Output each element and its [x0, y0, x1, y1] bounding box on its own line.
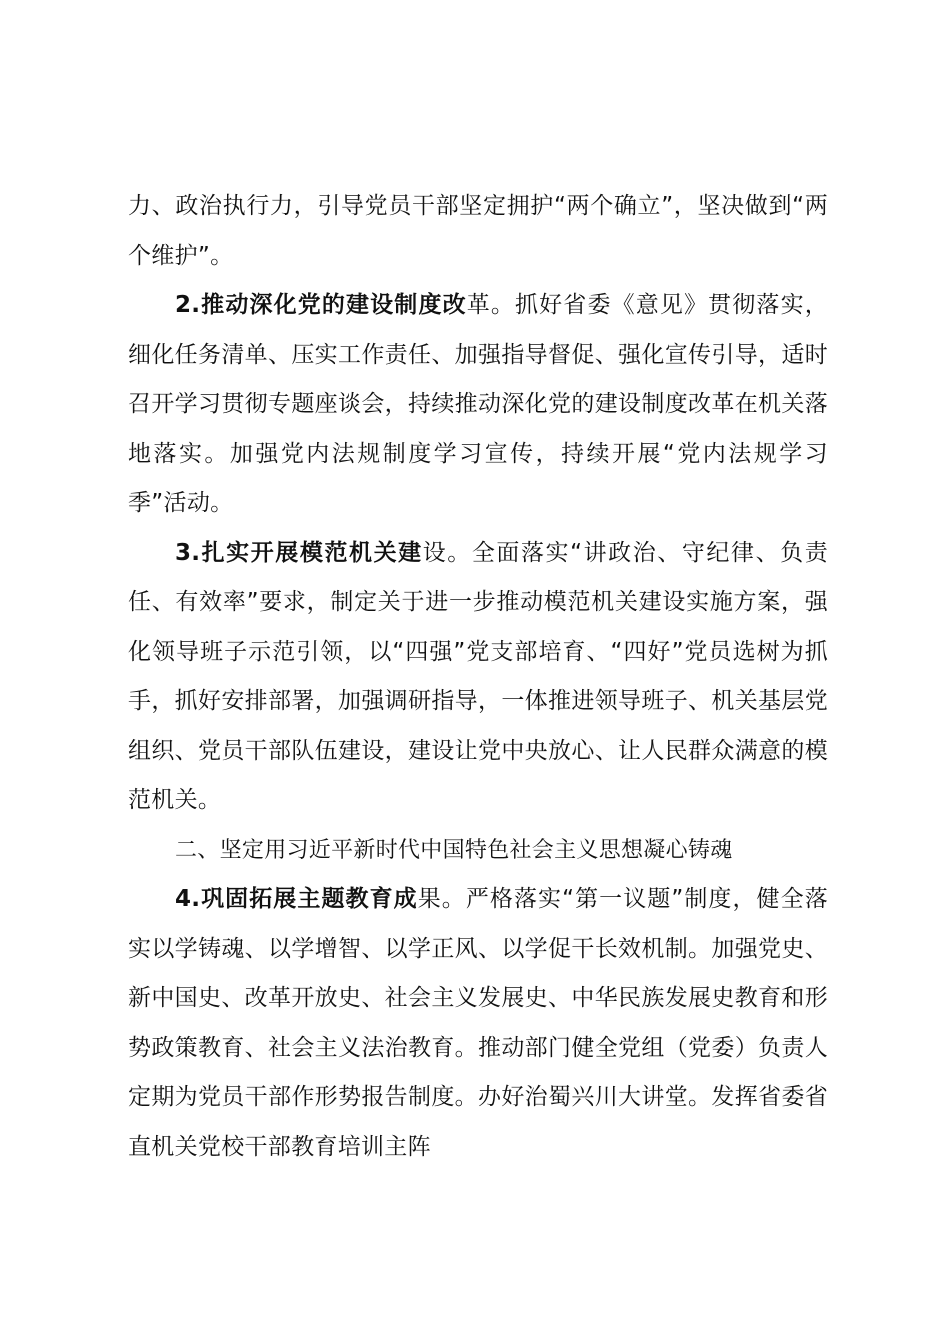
item-heading: 4.巩固拓展主题教育成 [175, 886, 418, 912]
paragraph-text: 革。抓好省委《意见》贯彻落实，细化任务清单、压实工作责任、加强指导督促、强化宣传引导，适时召开学习贯彻专题座谈会，持续推动深化党的建设制度改革在机关落地落实。加强党内法规制度学习宣传，持续开展“党内法规学习季”活动。 [128, 292, 829, 516]
section-title-text: 二、坚定用习近平新时代中国特色社会主义思想凝心铸魂 [175, 837, 733, 863]
item-heading: 3.扎实开展模范机关建 [175, 539, 423, 566]
item-heading: 2.推动深化党的建设制度改 [175, 292, 467, 318]
paragraph-item-3 [128, 529, 828, 826]
section-heading [128, 826, 828, 876]
paragraph-item-2 [128, 281, 828, 529]
document-body [128, 182, 828, 1172]
paragraph-text: 果。严格落实“第一议题”制度，健全落实以学铸魂、以学增智、以学正风、以学促干长效机制。加强党史、新中国史、改革开放史、社会主义发展史、中华民族发展史教育和形势政策教育、社会主义法治教育。推动部门健全党组（党委）负责人定期为党员干部作形势报告制度。办好治蜀兴川大讲堂。发挥省委省直机关党校干部教育培训主阵 [128, 886, 828, 1160]
paragraph-continuation [128, 182, 828, 281]
paragraph-text: 力、政治执行力，引导党员干部坚定拥护“两个确立”，坚决做到“两个维护”。 [128, 193, 828, 269]
paragraph-text: 设。全面落实“讲政治、守纪律、负责任、有效率”要求，制定关于进一步推动模范机关建设实施方案，强化领导班子示范引领，以“四强”党支部培育、“四好”党员选树为抓手，抓好安排部署，加强调研指导，一体推进领导班子、机关基层党组织、党员干部队伍建设，建设让党中央放心、让人民群众满意的模范机关。 [128, 539, 829, 813]
paragraph-item-4 [128, 875, 828, 1172]
